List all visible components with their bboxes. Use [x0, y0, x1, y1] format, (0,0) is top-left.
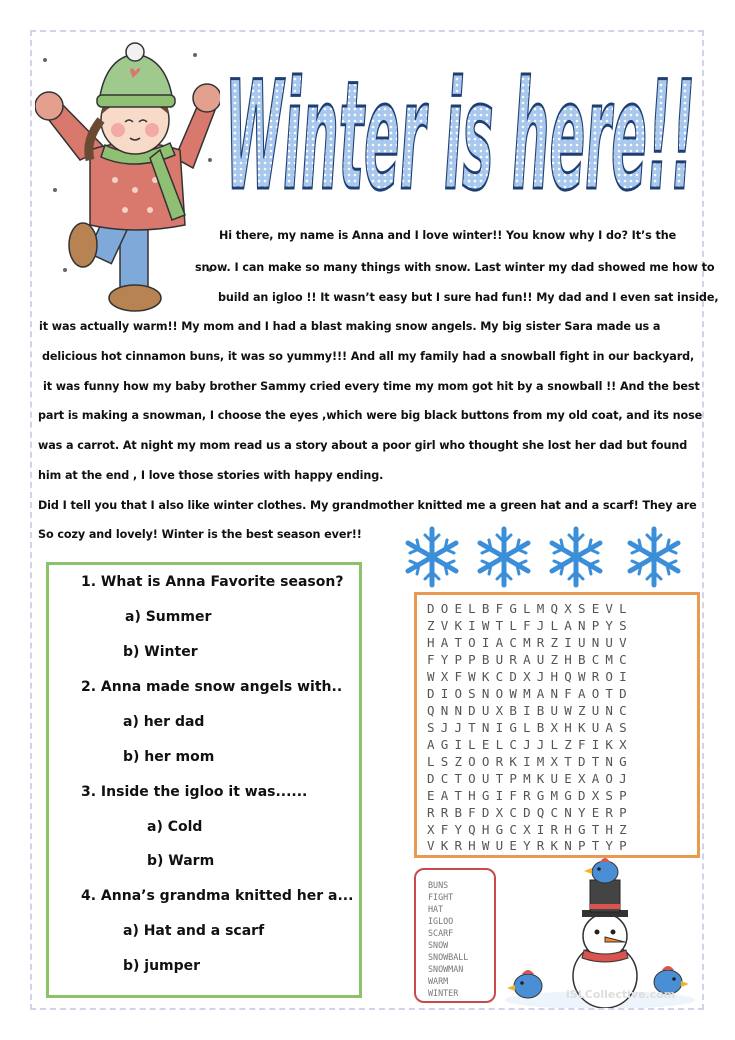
grid-row: XFYQHGCXIRHGTHZ: [427, 822, 633, 837]
grid-row: DIOSNOWMANFAOTD: [427, 686, 633, 701]
girl-illustration: [35, 40, 220, 315]
grid-row: SJJTNIGLBXHKUAS: [427, 720, 633, 735]
snowflake-icon: [630, 529, 678, 585]
grid-row: RRBFDXCDQCNYERP: [427, 805, 633, 820]
grid-row: WXFWKCDXJHQWROI: [427, 669, 633, 684]
snowman-illustration: [500, 858, 700, 1008]
story-line: So cozy and lovely! Winter is the best season ever!!: [38, 528, 362, 541]
snowflake-row: [400, 522, 690, 592]
word-item: HAT: [428, 904, 444, 914]
grid-row: DCTOUTPMKUEXAOJ: [427, 771, 633, 786]
answer-option: b) jumper: [123, 958, 201, 974]
word-item: BUNS: [428, 880, 449, 890]
word-search-grid: [414, 592, 700, 858]
grid-row: AGILELCJJLZFIKX: [427, 737, 633, 752]
story-line: Did I tell you that I also like winter clothes. My grandmother knitted me a green hat and a scarf! They are: [38, 499, 697, 512]
story-line: snow. I can make so many things with snow. Last winter my dad showed me how to: [195, 261, 715, 274]
word-item: WARM: [428, 976, 449, 986]
question-3: 3. Inside the igloo it was......: [81, 784, 308, 800]
word-item: SNOWMAN: [428, 964, 464, 974]
story-line: it was funny how my baby brother Sammy cried every time my mom got hit by a snowball !! And the best: [43, 380, 700, 393]
story-line: delicious hot cinnamon buns, it was so yummy!!! And all my family had a snowball fight in our backyard,: [42, 350, 695, 363]
story-line: build an igloo !! It wasn’t easy but I sure had fun!! My dad and I even sat inside,: [218, 291, 719, 304]
word-item: WINTER: [428, 988, 459, 998]
story-line: part is making a snowman, I choose the eyes ,which were big black buttons from my old coat, and its nose: [38, 409, 703, 422]
answer-option: a) her dad: [123, 714, 205, 730]
answer-option: b) her mom: [123, 749, 215, 765]
word-item: FIGHT: [428, 892, 454, 902]
story-line: him at the end , I love those stories with happy ending.: [38, 469, 384, 482]
snowflake-icon: [408, 529, 456, 585]
grid-row: FYPPBURAUZHBCMC: [427, 652, 633, 667]
grid-row: LSZOORKIMXTDTNG: [427, 754, 633, 769]
answer-option: b) Warm: [147, 853, 215, 869]
grid-row: HATOIACMRZIUNUV: [427, 635, 633, 650]
question-1: 1. What is Anna Favorite season?: [81, 574, 344, 590]
watermark: iSLCollective.com: [566, 988, 676, 1001]
story-line: Hi there, my name is Anna and I love winter!! You know why I do? It’s the: [219, 229, 677, 242]
grid-row: ZVKIWTLFJLANPYS: [427, 618, 633, 633]
answer-option: a) Summer: [125, 609, 212, 625]
word-item: SNOWBALL: [428, 952, 469, 962]
quiz-box: [46, 562, 362, 998]
question-4: 4. Anna’s grandma knitted her a...: [81, 888, 354, 904]
word-item: SCARF: [428, 928, 454, 938]
word-list: [414, 868, 496, 1003]
title-text: Winter is here!!: [225, 50, 695, 210]
story-line: it was actually warm!! My mom and I had a blast making snow angels. My big sister Sara made us a: [39, 320, 661, 333]
grid-row: VKRHWUEYRKNPTYP: [427, 838, 633, 853]
answer-option: b) Winter: [123, 644, 198, 660]
answer-option: a) Cold: [147, 819, 203, 835]
word-item: SNOW: [428, 940, 449, 950]
word-item: IGLOO: [428, 916, 454, 926]
grid-row: DOELBFGLMQXSEVL: [427, 601, 633, 616]
grid-row: EATHGIFRGMGDXSP: [427, 788, 633, 803]
grid-row: QNNDUXBIBUWZUNC: [427, 703, 633, 718]
page-title: [220, 40, 700, 210]
snowflake-icon: [552, 529, 600, 585]
snowflake-icon: [480, 529, 528, 585]
answer-option: a) Hat and a scarf: [123, 923, 265, 939]
question-2: 2. Anna made snow angels with..: [81, 679, 343, 695]
story-line: was a carrot. At night my mom read us a story about a poor girl who thought she lost her dad but found: [38, 439, 688, 452]
